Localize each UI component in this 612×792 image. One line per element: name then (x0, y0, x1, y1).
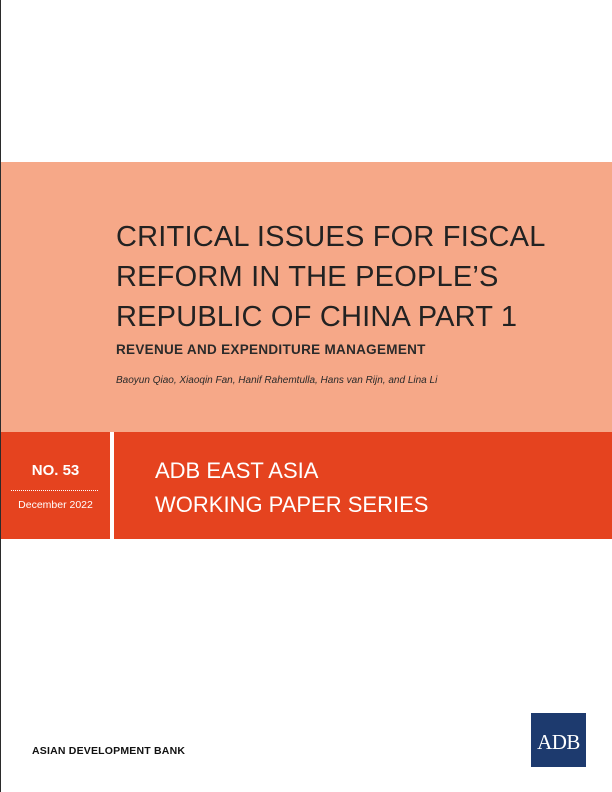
issue-number: NO. 53 (31, 462, 80, 479)
adb-logo (531, 713, 586, 767)
series-title: ADB EAST ASIA WORKING PAPER SERIES (155, 458, 429, 517)
issue-divider (11, 490, 98, 491)
report-subtitle: REVENUE AND EXPENDITURE MANAGEMENT (116, 342, 426, 357)
adb-logo-text: ADB (537, 730, 580, 754)
issue-date: December 2022 (18, 499, 93, 511)
publisher-name: ASIAN DEVELOPMENT BANK (32, 745, 186, 757)
report-authors: Baoyun Qiao, Xiaoqin Fan, Hanif Rahemtulla, Hans van Rijn, and Lina Li (116, 375, 438, 386)
report-title: CRITICAL ISSUES FOR FISCAL REFORM IN THE PEOPLE’S REPUBLIC OF CHINA PART 1 (116, 221, 546, 333)
title-band (1, 162, 612, 432)
series-band (1, 432, 612, 539)
series-divider (110, 432, 114, 539)
